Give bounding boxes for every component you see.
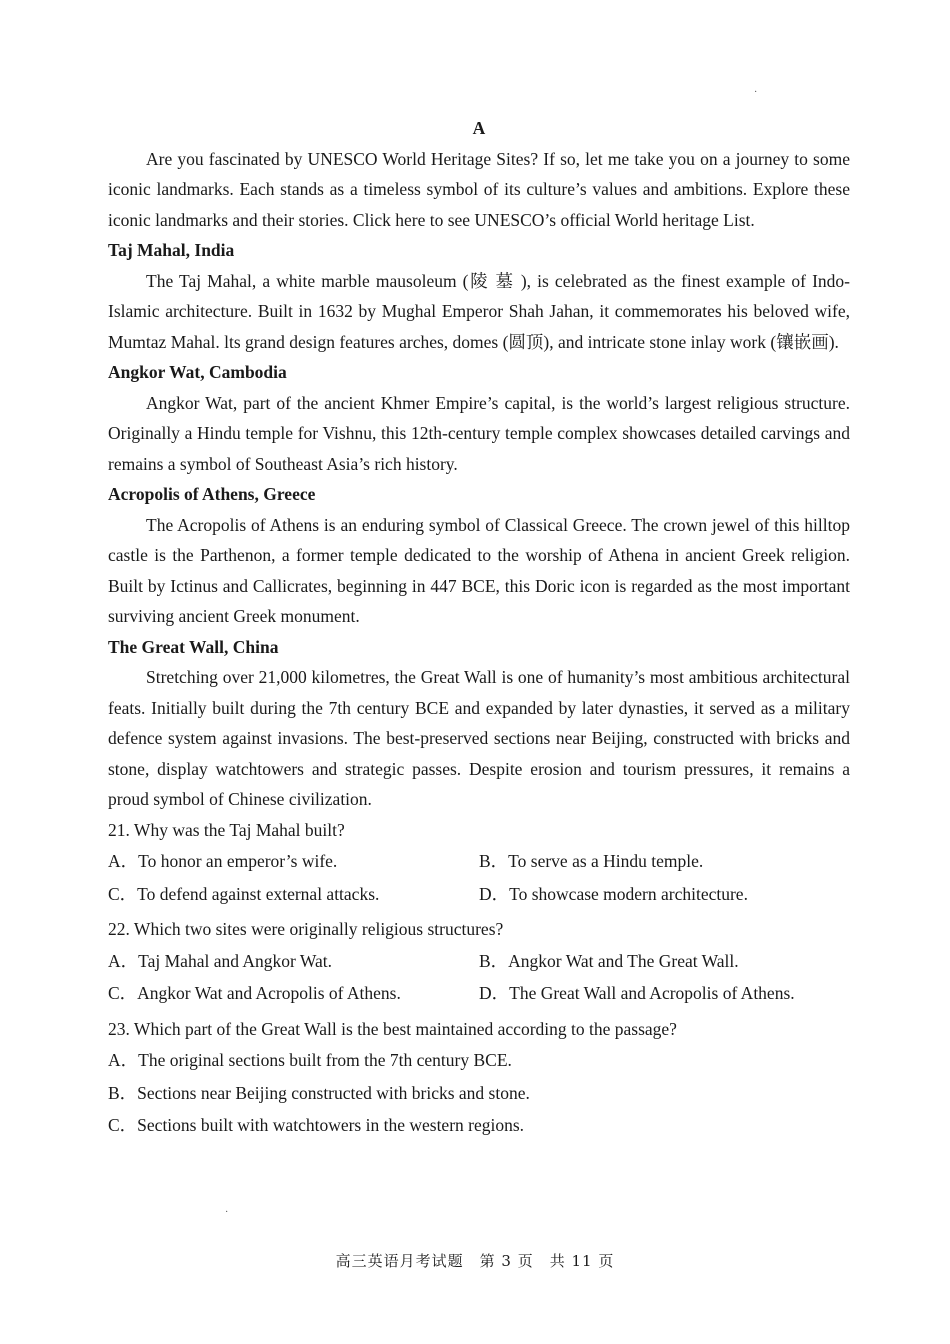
site-heading-angkor-wat: Angkor Wat, Cambodia xyxy=(108,362,287,382)
option-c: C．Angkor Wat and Acropolis of Athens. xyxy=(108,983,401,1003)
option-d: D．The Great Wall and Acropolis of Athens. xyxy=(479,983,795,1003)
intro-paragraph: Are you fascinated by UNESCO World Heritage Sites? If so, let me take you on a journey to some iconic landmarks. Each stands as a timeless symbol of its culture’s values and ambitions. Explore these iconic landmarks and their stories. Click here to see UNESCO’s official World heritage List. xyxy=(108,148,850,230)
site-text-acropolis: The Acropolis of Athens is an enduring symbol of Classical Greece. The crown jewel of this hilltop castle is the Parthenon, a former temple dedicated to the worship of Athena in ancient Greek religion. Built by Ictinus and Callicrates, beginning in 447 BCE, this Doric icon is regarded as the most important surviving ancient Greek monument. xyxy=(108,514,850,626)
question-22 xyxy=(108,914,850,1010)
question-23 xyxy=(108,1014,850,1142)
option-row xyxy=(108,845,850,878)
site-text-angkor-wat: Angkor Wat, part of the ancient Khmer Empire’s capital, is the world’s largest religious structure. Originally a Hindu temple for Vishnu, this 12th-century temple complex showcases detailed carvings and remains a symbol of Southeast Asia’s rich history. xyxy=(108,392,850,474)
site-heading-great-wall: The Great Wall, China xyxy=(108,636,279,657)
option-row xyxy=(108,878,850,911)
section-title: A xyxy=(472,118,486,138)
option-a: A．Taj Mahal and Angkor Wat. xyxy=(108,950,333,971)
option-b: B．To serve as a Hindu temple. xyxy=(479,851,704,871)
passage-content xyxy=(108,113,850,1142)
site-heading-taj-mahal: Taj Mahal, India xyxy=(108,240,235,260)
option-row xyxy=(108,945,850,978)
scan-dot-top: · xyxy=(754,87,758,98)
option-a: A．The original sections built from the 7th century BCE. xyxy=(108,1050,512,1070)
option-c: C．Sections built with watchtowers in the western regions. xyxy=(108,1115,525,1135)
site-text-taj-mahal: The Taj Mahal, a white marble mausoleum (陵 墓 ), is celebrated as the finest example of Indo-Islamic architecture. Built in 1632 by Mughal Emperor Shah Jahan, it commemorates his beloved wife, Mumtaz Mahal. lts grand design features arches, domes (圆顶), and intricate stone inlay work (镶嵌画). xyxy=(108,270,850,352)
option-b: B．Sections near Beijing constructed with bricks and stone. xyxy=(108,1082,530,1103)
scan-dot-bottom: · xyxy=(225,1207,229,1218)
page-footer: 高三英语月考试题 第 3 页 共 11 页 xyxy=(335,1252,615,1270)
question-stem: 22. Which two sites were originally religious structures? xyxy=(108,919,504,939)
question-stem: 21. Why was the Taj Mahal built? xyxy=(108,819,345,840)
question-stem: 23. Which part of the Great Wall is the best maintained according to the passage? xyxy=(108,1018,677,1039)
site-heading-acropolis: Acropolis of Athens, Greece xyxy=(108,484,316,504)
option-b: B．Angkor Wat and The Great Wall. xyxy=(479,950,739,971)
site-text-great-wall: Stretching over 21,000 kilometres, the Great Wall is one of humanity’s most ambitious architectural feats. Initially built during the 7th century BCE and expanded by later dynasties, it served as a military defence system against invasions. The best-preserved sections near Beijing, constructed with bricks and stone, display watchtowers and strategic passes. Despite erosion and tourism pressures, it remains a proud symbol of Chinese civilization. xyxy=(108,667,850,809)
option-c: C．To defend against external attacks. xyxy=(108,883,380,904)
question-21 xyxy=(108,815,850,911)
option-row xyxy=(108,977,850,1010)
option-d: D．To showcase modern architecture. xyxy=(479,883,748,904)
option-a: A．To honor an emperor’s wife. xyxy=(108,851,338,871)
